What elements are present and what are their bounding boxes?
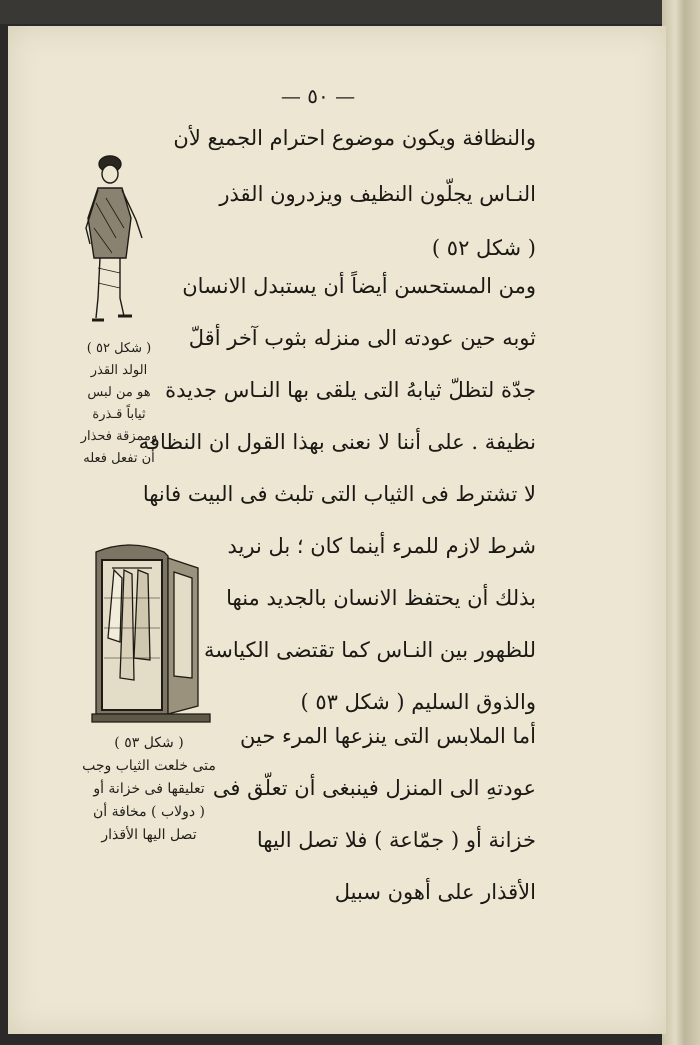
- text-line: لا تشترط فى الثياب التى تلبث فى البيت فانها: [142, 482, 536, 506]
- text-line: بذلك أن يحتفظ الانسان بالجديد منها: [226, 586, 536, 610]
- dirty-boy-illustration-icon: [76, 148, 152, 333]
- text-line: النـاس يجلّون النظيف ويزدرون القذر: [219, 182, 536, 206]
- paragraph-1: [156, 126, 536, 276]
- caption-line: ثياباً قـذرة: [92, 407, 146, 422]
- text-line: جدّة لتظلّ ثيابهُ التى يلقى بها النـاس جديدة: [165, 378, 536, 402]
- text-line: ثوبه حين عودته الى منزله بثوب آخر أقلّ: [188, 326, 536, 350]
- text-line: أما الملابس التى ينزعها المرء حين: [240, 724, 536, 748]
- text-line: ( شكل ٥٢ ): [431, 236, 536, 260]
- book-page-edges: [662, 0, 700, 1045]
- text-line: والذوق السليم ( شكل ٥٣ ): [300, 690, 536, 714]
- caption-line: وممزقة فحذار: [80, 429, 158, 444]
- text-line: للظهور بين النـاس كما تقتضى الكياسة: [203, 638, 536, 662]
- caption-line: أن تفعل فعله: [83, 451, 155, 466]
- paragraph-3: [212, 724, 536, 924]
- page-number: — ٥٠ —: [280, 84, 356, 108]
- wardrobe-illustration-icon: [90, 538, 220, 728]
- scan-top-band: [0, 0, 700, 24]
- figure-52-caption: [64, 338, 174, 470]
- caption-line: ( شكل ٥٢ ): [86, 341, 152, 356]
- text-line: نظيفة . على أننا لا نعنى بهذا القول ان النظافة: [138, 430, 536, 454]
- caption-line: متى خلعت الثياب وجب: [82, 758, 216, 774]
- caption-line: ( دولاب ) مخافة أن: [92, 804, 206, 820]
- text-line: شرط لازم للمرء أينما كان ؛ بل نريد: [227, 534, 536, 558]
- text-line: خزانة أو ( جمّاعة ) فلا تصل اليها: [256, 828, 536, 852]
- text-line: الأقذار على أهون سبيل: [334, 880, 536, 904]
- caption-line: تعليقها فى خزانة أو: [93, 781, 205, 797]
- book-page: [8, 26, 666, 1034]
- caption-line: هو من لبس: [87, 385, 151, 400]
- text-line: عودتهِ الى المنزل فينبغى أن تعلّق فى: [212, 776, 536, 800]
- caption-line: تصل اليها الأقذار: [101, 827, 197, 843]
- figure-53-caption: [64, 732, 234, 847]
- text-line: والنظافة ويكون موضوع احترام الجميع لأن: [173, 126, 536, 150]
- caption-line: الولد القذر: [90, 363, 148, 378]
- caption-line: ( شكل ٥٣ ): [114, 735, 184, 751]
- text-line: ومن المستحسن أيضاً أن يستبدل الانسان: [182, 274, 536, 298]
